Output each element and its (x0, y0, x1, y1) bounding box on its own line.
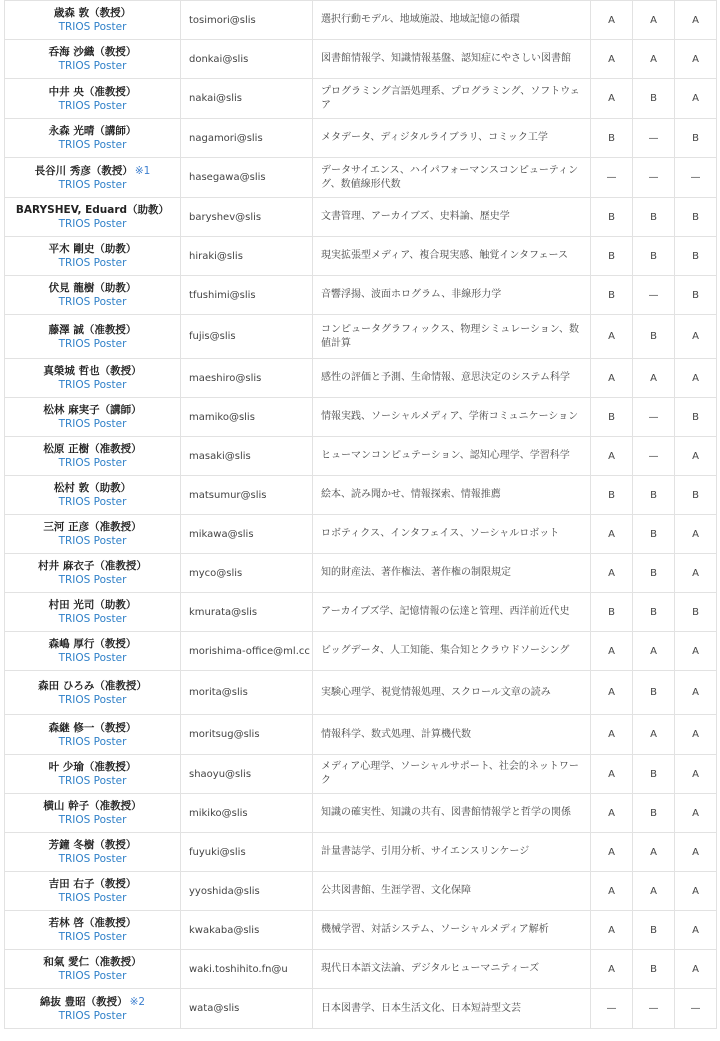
grade-cell-2: A (633, 632, 675, 671)
faculty-name-cell (5, 40, 181, 79)
research-topics-cell: コンピュータグラフィックス、物理シミュレーション、数値計算 (313, 315, 591, 359)
grade-cell-1: A (591, 755, 633, 794)
faculty-name: 森田 ひろみ（准教授） (38, 679, 147, 692)
email-cell: kmurata@slis (181, 593, 313, 632)
faculty-name: 村井 麻衣子（准教授） (38, 560, 147, 572)
grade-cell-1: B (591, 276, 633, 315)
email-cell: nakai@slis (181, 79, 313, 119)
faculty-name: 藤澤 誠（准教授） (48, 323, 137, 336)
faculty-name-cell (5, 911, 181, 950)
faculty-name: 若林 啓（准教授） (48, 917, 137, 929)
grade-cell-2: — (633, 276, 675, 315)
faculty-name: BARYSHEV, Eduard（助教） (15, 204, 170, 216)
grade-cell-3: B (675, 276, 717, 315)
grade-cell-3: B (675, 198, 717, 237)
grade-cell-2: B (633, 237, 675, 276)
research-topics-cell: 図書館情報学、知識情報基盤、認知症にやさしい図書館 (313, 40, 591, 79)
grade-cell-2: A (633, 715, 675, 755)
email-cell: fujis@slis (181, 315, 313, 359)
grade-cell-2: A (633, 359, 675, 398)
faculty-name-cell (5, 315, 181, 359)
grade-cell-3: A (675, 515, 717, 554)
email-cell: hasegawa@slis (181, 158, 313, 198)
faculty-name: 平木 剛史（助教） (48, 243, 137, 255)
faculty-name: 長谷川 秀彦（教授） (34, 164, 133, 177)
faculty-name-cell (5, 950, 181, 989)
grade-cell-2: B (633, 79, 675, 119)
grade-cell-1: A (591, 671, 633, 715)
grade-cell-1: A (591, 794, 633, 833)
grade-cell-1: A (591, 40, 633, 79)
grade-cell-1: A (591, 79, 633, 119)
grade-cell-3: A (675, 554, 717, 593)
faculty-name: 芳鐘 冬樹（教授） (48, 839, 137, 851)
faculty-row (5, 476, 717, 515)
email-cell: wata@slis (181, 989, 313, 1029)
grade-cell-3: A (675, 794, 717, 833)
faculty-name-cell (5, 593, 181, 632)
footnote-mark[interactable]: ※2 (129, 995, 146, 1008)
email-cell: matsumur@slis (181, 476, 313, 515)
email-cell: nagamori@slis (181, 119, 313, 158)
grade-cell-3: B (675, 119, 717, 158)
grade-cell-2: A (633, 1, 675, 40)
faculty-row (5, 911, 717, 950)
faculty-name-cell (5, 237, 181, 276)
research-topics-cell: 感性の評価と予測、生命情報、意思決定のシステム科学 (313, 359, 591, 398)
trios-poster-link[interactable]: TRIOS Poster (58, 379, 127, 391)
faculty-name: 松林 麻実子（講師） (43, 404, 142, 416)
trios-poster-link[interactable]: TRIOS Poster (58, 296, 127, 308)
faculty-name: 綿抜 豊昭（教授） (39, 995, 128, 1008)
faculty-row (5, 593, 717, 632)
research-topics-cell: 文書管理、アーカイブズ、史料論、歴史学 (313, 198, 591, 237)
trios-poster-link[interactable]: TRIOS Poster (58, 178, 127, 191)
research-topics-cell: 情報科学、数式処理、計算機代数 (313, 715, 591, 755)
grade-cell-1: A (591, 833, 633, 872)
email-cell: tosimori@slis (181, 1, 313, 40)
email-cell: mikawa@slis (181, 515, 313, 554)
faculty-row (5, 632, 717, 671)
faculty-name-cell (5, 989, 181, 1029)
grade-cell-1: B (591, 398, 633, 437)
grade-cell-3: A (675, 833, 717, 872)
email-cell: donkai@slis (181, 40, 313, 79)
research-topics-cell: 実験心理学、視覚情報処理、スクロール文章の読み (313, 671, 591, 715)
grade-cell-2: A (633, 833, 675, 872)
grade-cell-3: B (675, 398, 717, 437)
faculty-name: 呑海 沙織（教授） (48, 46, 137, 58)
trios-poster-link[interactable]: TRIOS Poster (58, 418, 127, 430)
trios-poster-link[interactable]: TRIOS Poster (58, 814, 127, 826)
grade-cell-3: A (675, 79, 717, 119)
grade-cell-2: B (633, 755, 675, 794)
research-topics-cell: 機械学習、対話システム、ソーシャルメディア解析 (313, 911, 591, 950)
faculty-name-cell (5, 119, 181, 158)
faculty-name: 三河 正彦（准教授） (43, 521, 142, 533)
faculty-name-cell (5, 359, 181, 398)
grade-cell-1: A (591, 359, 633, 398)
faculty-name: 歳森 敦（教授） (53, 7, 132, 19)
grade-cell-1: A (591, 1, 633, 40)
grade-cell-2: — (633, 398, 675, 437)
email-cell: baryshev@slis (181, 198, 313, 237)
grade-cell-1: A (591, 315, 633, 359)
faculty-table-body (5, 1, 717, 1029)
grade-cell-1: A (591, 911, 633, 950)
grade-cell-1: B (591, 237, 633, 276)
faculty-name-cell (5, 79, 181, 119)
faculty-name: 中井 央（准教授） (48, 85, 137, 98)
faculty-name-cell (5, 715, 181, 755)
faculty-row (5, 437, 717, 476)
research-topics-cell: 公共図書館、生涯学習、文化保障 (313, 872, 591, 911)
research-topics-cell: アーカイブズ学、記憶情報の伝達と管理、西洋前近代史 (313, 593, 591, 632)
faculty-row (5, 158, 717, 198)
grade-cell-2: B (633, 198, 675, 237)
trios-poster-link[interactable]: TRIOS Poster (58, 139, 127, 151)
trios-poster-link[interactable]: TRIOS Poster (58, 775, 127, 787)
faculty-name: 松原 正樹（准教授） (43, 443, 142, 455)
faculty-name-cell (5, 398, 181, 437)
faculty-name: 叶 少瑜（准教授） (48, 761, 137, 773)
faculty-name-cell (5, 476, 181, 515)
research-topics-cell: 情報実践、ソーシャルメディア、学術コミュニケーション (313, 398, 591, 437)
grade-cell-2: B (633, 554, 675, 593)
research-topics-cell: ヒューマンコンピュテーション、認知心理学、学習科学 (313, 437, 591, 476)
grade-cell-2: B (633, 950, 675, 989)
grade-cell-1: A (591, 554, 633, 593)
email-cell: morita@slis (181, 671, 313, 715)
research-topics-cell: ビッグデータ、人工知能、集合知とクラウドソーシング (313, 632, 591, 671)
trios-poster-link[interactable]: TRIOS Poster (58, 613, 127, 625)
faculty-row (5, 950, 717, 989)
research-topics-cell: 絵本、読み聞かせ、情報探索、情報推薦 (313, 476, 591, 515)
grade-cell-3: A (675, 715, 717, 755)
grade-cell-3: — (675, 158, 717, 198)
research-topics-cell: 日本図書学、日本生活文化、日本短詩型文芸 (313, 989, 591, 1029)
faculty-row (5, 119, 717, 158)
faculty-name: 吉田 右子（教授） (48, 878, 137, 890)
grade-cell-3: A (675, 671, 717, 715)
trios-poster-link[interactable]: TRIOS Poster (58, 892, 127, 904)
grade-cell-1: B (591, 593, 633, 632)
faculty-row (5, 515, 717, 554)
faculty-name: 森継 修一（教授） (48, 721, 137, 734)
grade-cell-1: — (591, 989, 633, 1029)
research-topics-cell: 計量書誌学、引用分析、サイエンスリンケージ (313, 833, 591, 872)
research-topics-cell: 選択行動モデル、地域施設、地域記憶の循環 (313, 1, 591, 40)
email-cell: morishima-office@ml.cc (181, 632, 313, 671)
grade-cell-2: B (633, 671, 675, 715)
grade-cell-1: B (591, 476, 633, 515)
grade-cell-3: B (675, 593, 717, 632)
research-topics-cell: 知識の確実性、知識の共有、図書館情報学と哲学の関係 (313, 794, 591, 833)
faculty-name-cell (5, 198, 181, 237)
research-topics-cell: 知的財産法、著作権法、著作権の制限規定 (313, 554, 591, 593)
faculty-name-cell (5, 1, 181, 40)
grade-cell-3: A (675, 437, 717, 476)
email-cell: fuyuki@slis (181, 833, 313, 872)
grade-cell-1: B (591, 198, 633, 237)
research-topics-cell: プログラミング言語処理系、プログラミング、ソフトウェア (313, 79, 591, 119)
trios-poster-link[interactable]: TRIOS Poster (58, 99, 127, 112)
faculty-name-cell (5, 755, 181, 794)
grade-cell-3: B (675, 476, 717, 515)
grade-cell-1: A (591, 632, 633, 671)
trios-poster-link[interactable]: TRIOS Poster (58, 257, 127, 269)
faculty-row (5, 794, 717, 833)
faculty-row (5, 1, 717, 40)
faculty-row (5, 359, 717, 398)
faculty-name-cell (5, 671, 181, 715)
faculty-name: 村田 光司（助教） (48, 599, 137, 611)
faculty-name-cell (5, 276, 181, 315)
faculty-name-cell (5, 437, 181, 476)
faculty-name: 真榮城 哲也（教授） (43, 365, 142, 377)
faculty-row (5, 40, 717, 79)
faculty-row (5, 872, 717, 911)
trios-poster-link[interactable]: TRIOS Poster (58, 574, 127, 586)
grade-cell-2: B (633, 593, 675, 632)
grade-cell-1: A (591, 950, 633, 989)
email-cell: tfushimi@slis (181, 276, 313, 315)
grade-cell-3: — (675, 989, 717, 1029)
trios-poster-link[interactable]: TRIOS Poster (58, 693, 127, 706)
grade-cell-2: — (633, 437, 675, 476)
trios-poster-link[interactable]: TRIOS Poster (58, 931, 127, 943)
faculty-row (5, 755, 717, 794)
grade-cell-2: B (633, 476, 675, 515)
faculty-row (5, 671, 717, 715)
trios-poster-link[interactable]: TRIOS Poster (58, 337, 127, 350)
email-cell: kwakaba@slis (181, 911, 313, 950)
grade-cell-1: — (591, 158, 633, 198)
faculty-name-cell (5, 794, 181, 833)
trios-poster-link[interactable]: TRIOS Poster (58, 496, 127, 508)
faculty-name-cell (5, 833, 181, 872)
faculty-row (5, 989, 717, 1029)
faculty-name: 伏見 龍樹（助教） (48, 282, 137, 294)
faculty-name-cell (5, 515, 181, 554)
grade-cell-1: B (591, 119, 633, 158)
grade-cell-3: A (675, 872, 717, 911)
email-cell: myco@slis (181, 554, 313, 593)
faculty-table (4, 0, 717, 1029)
grade-cell-2: B (633, 315, 675, 359)
grade-cell-2: — (633, 989, 675, 1029)
research-topics-cell: 現実拡張型メディア、複合現実感、触覚インタフェース (313, 237, 591, 276)
faculty-name: 森嶋 厚行（教授） (48, 638, 137, 650)
grade-cell-2: B (633, 515, 675, 554)
faculty-row (5, 198, 717, 237)
trios-poster-link[interactable]: TRIOS Poster (58, 1009, 127, 1022)
grade-cell-3: A (675, 950, 717, 989)
email-cell: waki.toshihito.fn@u (181, 950, 313, 989)
grade-cell-2: A (633, 872, 675, 911)
grade-cell-3: A (675, 911, 717, 950)
trios-poster-link[interactable]: TRIOS Poster (58, 970, 127, 982)
faculty-name: 和氣 愛仁（准教授） (43, 956, 142, 968)
email-cell: shaoyu@slis (181, 755, 313, 794)
faculty-row (5, 276, 717, 315)
trios-poster-link[interactable]: TRIOS Poster (58, 735, 127, 748)
grade-cell-2: — (633, 158, 675, 198)
faculty-name: 松村 敦（助教） (53, 482, 132, 494)
grade-cell-3: A (675, 315, 717, 359)
trios-poster-link[interactable]: TRIOS Poster (58, 853, 127, 865)
footnote-mark[interactable]: ※1 (134, 164, 151, 177)
email-cell: mamiko@slis (181, 398, 313, 437)
grade-cell-2: — (633, 119, 675, 158)
research-topics-cell: データサイエンス、ハイパフォーマンスコンピューティング、数値線形代数 (313, 158, 591, 198)
trios-poster-link[interactable]: TRIOS Poster (58, 21, 127, 33)
email-cell: hiraki@slis (181, 237, 313, 276)
faculty-name-cell (5, 632, 181, 671)
trios-poster-link[interactable]: TRIOS Poster (58, 652, 127, 664)
email-cell: yyoshida@slis (181, 872, 313, 911)
trios-poster-link[interactable]: TRIOS Poster (58, 457, 127, 469)
research-topics-cell: メディア心理学、ソーシャルサポート、社会的ネットワーク (313, 755, 591, 794)
grade-cell-2: B (633, 794, 675, 833)
faculty-name: 永森 光晴（講師） (48, 125, 137, 137)
grade-cell-2: B (633, 911, 675, 950)
faculty-name-cell (5, 554, 181, 593)
research-topics-cell: 音響浮揚、波面ホログラム、非線形力学 (313, 276, 591, 315)
faculty-row (5, 715, 717, 755)
grade-cell-3: A (675, 40, 717, 79)
grade-cell-3: B (675, 237, 717, 276)
grade-cell-3: A (675, 632, 717, 671)
faculty-row (5, 315, 717, 359)
grade-cell-2: A (633, 40, 675, 79)
grade-cell-1: A (591, 715, 633, 755)
email-cell: moritsug@slis (181, 715, 313, 755)
grade-cell-3: A (675, 359, 717, 398)
research-topics-cell: ロボティクス、インタフェイス、ソーシャルロボット (313, 515, 591, 554)
grade-cell-1: A (591, 437, 633, 476)
trios-poster-link[interactable]: TRIOS Poster (58, 60, 127, 72)
email-cell: maeshiro@slis (181, 359, 313, 398)
email-cell: masaki@slis (181, 437, 313, 476)
trios-poster-link[interactable]: TRIOS Poster (58, 535, 127, 547)
research-topics-cell: 現代日本語文法論、デジタルヒューマニティーズ (313, 950, 591, 989)
faculty-name: 横山 幹子（准教授） (43, 800, 142, 812)
grade-cell-3: A (675, 1, 717, 40)
grade-cell-1: A (591, 515, 633, 554)
research-topics-cell: メタデータ、ディジタルライブラリ、コミック工学 (313, 119, 591, 158)
faculty-row (5, 79, 717, 119)
trios-poster-link[interactable]: TRIOS Poster (58, 218, 127, 230)
grade-cell-1: A (591, 872, 633, 911)
faculty-name-cell (5, 158, 181, 198)
email-cell: mikiko@slis (181, 794, 313, 833)
faculty-row (5, 237, 717, 276)
faculty-row (5, 833, 717, 872)
faculty-row (5, 398, 717, 437)
faculty-name-cell (5, 872, 181, 911)
grade-cell-3: A (675, 755, 717, 794)
faculty-row (5, 554, 717, 593)
